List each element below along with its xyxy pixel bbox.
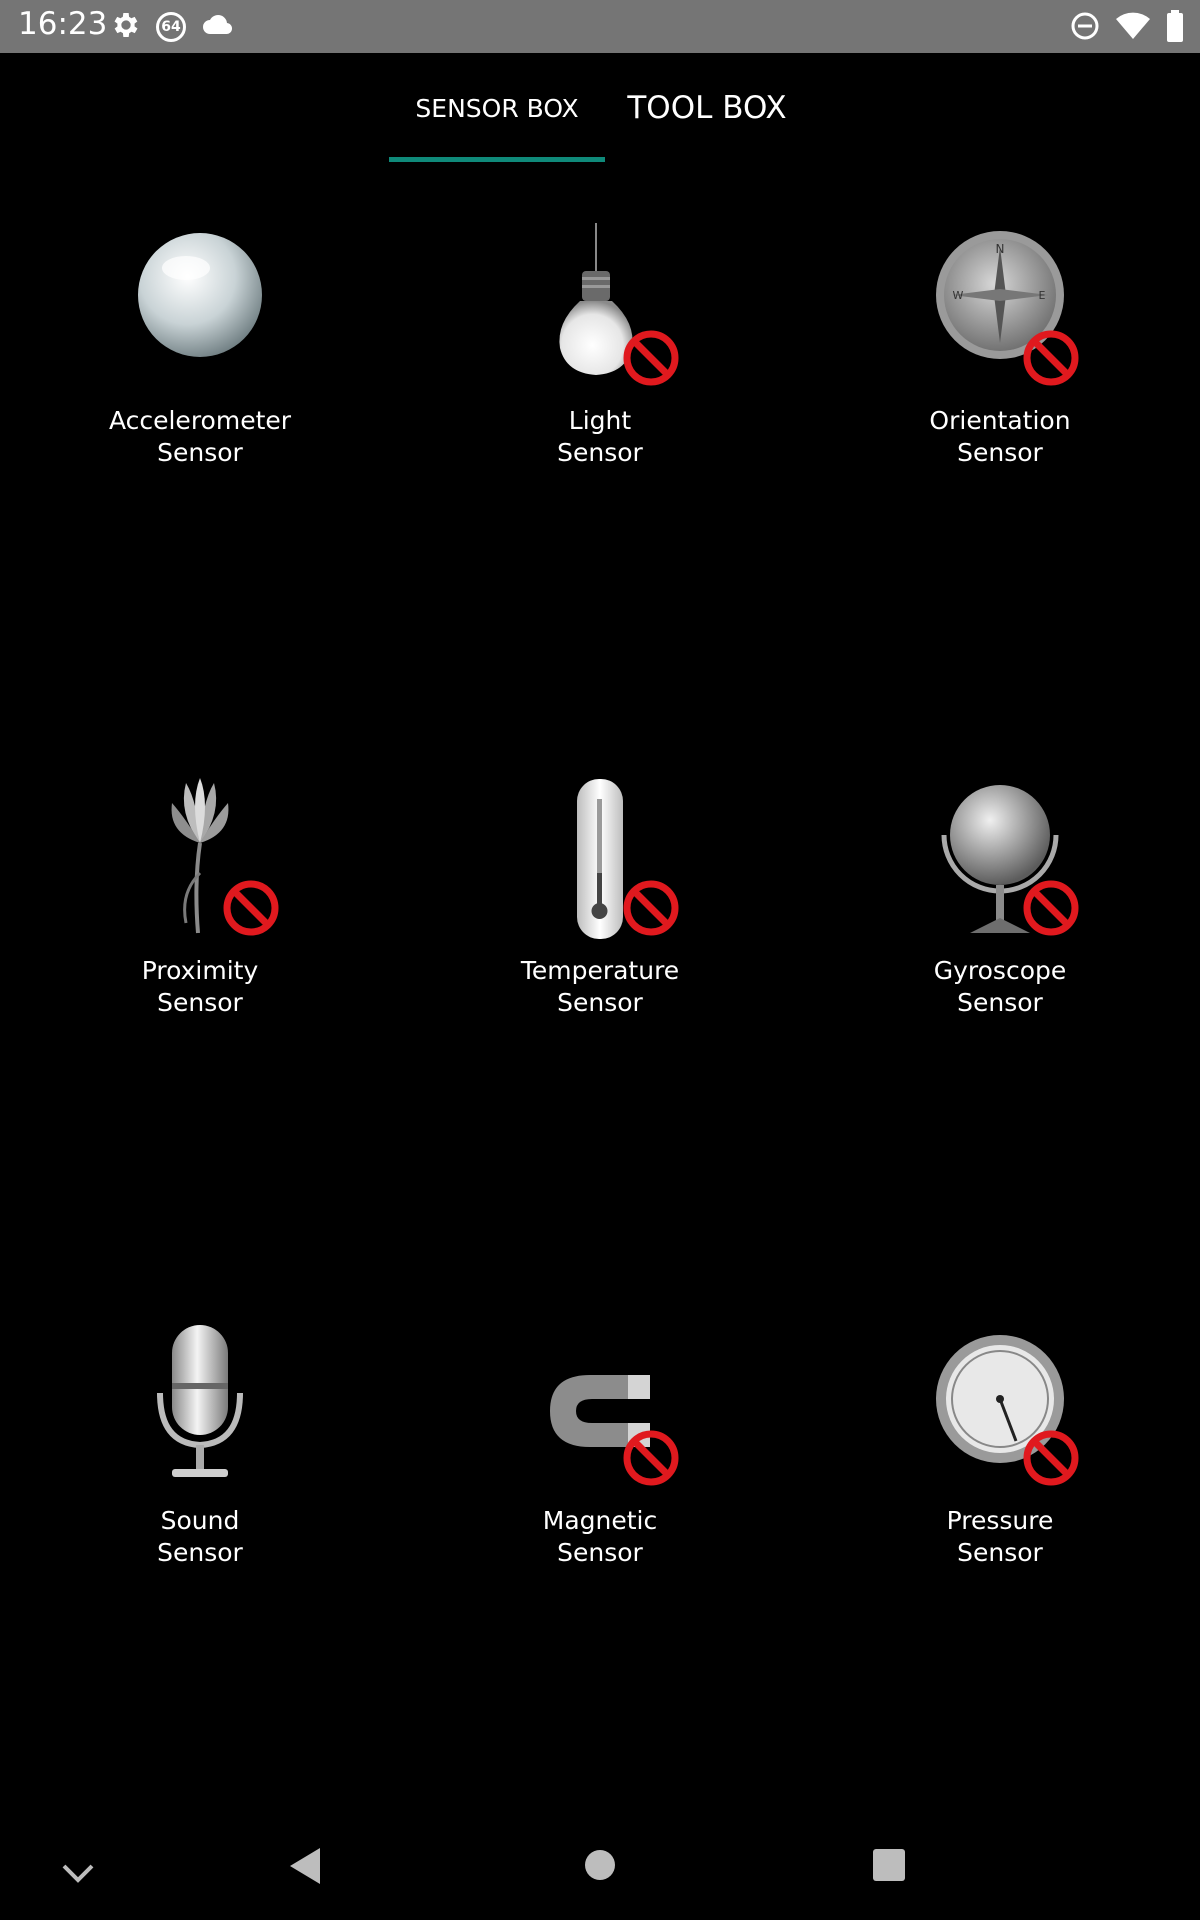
sensor-suffix: Sensor [557,438,643,467]
tab-selected-indicator [389,157,605,162]
sensor-accelerometer[interactable] [20,223,380,469]
status-time: 16:23 [18,6,108,42]
svg-text:W: W [952,289,964,302]
back-icon[interactable] [288,1846,322,1890]
microphone-icon [120,1323,280,1493]
sensor-suffix: Sensor [157,1538,243,1567]
sensor-suffix: Sensor [557,1538,643,1567]
barometer-icon [920,1323,1080,1493]
sensor-temperature[interactable] [420,773,780,1019]
sensor-name: Orientation [929,406,1071,435]
blocked-icon [622,879,680,937]
sensor-suffix: Sensor [957,988,1043,1017]
sensor-suffix: Sensor [557,988,643,1017]
sensor-name: Magnetic [542,1506,658,1535]
svg-text:E: E [1038,289,1046,302]
sensor-name: Light [568,406,632,435]
compass-icon [920,223,1080,393]
sensor-name: Pressure [946,1506,1054,1535]
sphere-icon [120,223,280,393]
blocked-icon [1022,329,1080,387]
sensor-name: Gyroscope [933,956,1067,985]
tab-bar [0,53,1200,163]
flower-icon [120,773,280,943]
sensor-pressure[interactable] [820,1323,1180,1569]
blocked-icon [1022,1429,1080,1487]
badge-64-icon: 64 [156,12,186,42]
blocked-icon [622,329,680,387]
sensor-suffix: Sensor [957,438,1043,467]
blocked-icon [622,1429,680,1487]
sensor-light[interactable] [420,223,780,469]
sensor-sound[interactable] [20,1323,380,1569]
sensor-suffix: Sensor [157,438,243,467]
sensor-name: Accelerometer [108,406,292,435]
sensor-orientation[interactable] [820,223,1180,469]
blocked-icon [222,879,280,937]
sensor-name: Sound [160,1506,240,1535]
wifi-icon [1116,12,1150,44]
status-left-icons [110,9,234,45]
globe-icon [920,773,1080,943]
do-not-disturb-icon [1070,11,1100,45]
collapse-icon[interactable] [60,1862,96,1888]
sensor-suffix: Sensor [157,988,243,1017]
status-right-icons [1070,10,1184,46]
navigation-bar [0,1812,1200,1920]
blocked-icon [1022,879,1080,937]
sensor-name: Temperature [520,956,680,985]
svg-text:N: N [995,242,1005,256]
sensor-name: Proximity [141,956,259,985]
thermometer-icon [520,773,680,943]
settings-icon [110,9,142,45]
tab-sensor-box[interactable]: SENSOR BOX [415,93,579,123]
status-bar [0,0,1200,53]
sensor-suffix: Sensor [957,1538,1043,1567]
home-icon[interactable] [584,1849,616,1885]
sensor-magnetic[interactable] [420,1323,780,1569]
cloud-icon [200,12,234,42]
sensor-proximity[interactable] [20,773,380,1019]
battery-icon [1166,10,1184,46]
recents-icon[interactable] [872,1848,906,1886]
tab-tool-box[interactable]: TOOL BOX [627,90,787,126]
sensor-gyroscope[interactable] [820,773,1180,1019]
magnet-icon [520,1323,680,1493]
light-bulb-icon [520,223,680,393]
